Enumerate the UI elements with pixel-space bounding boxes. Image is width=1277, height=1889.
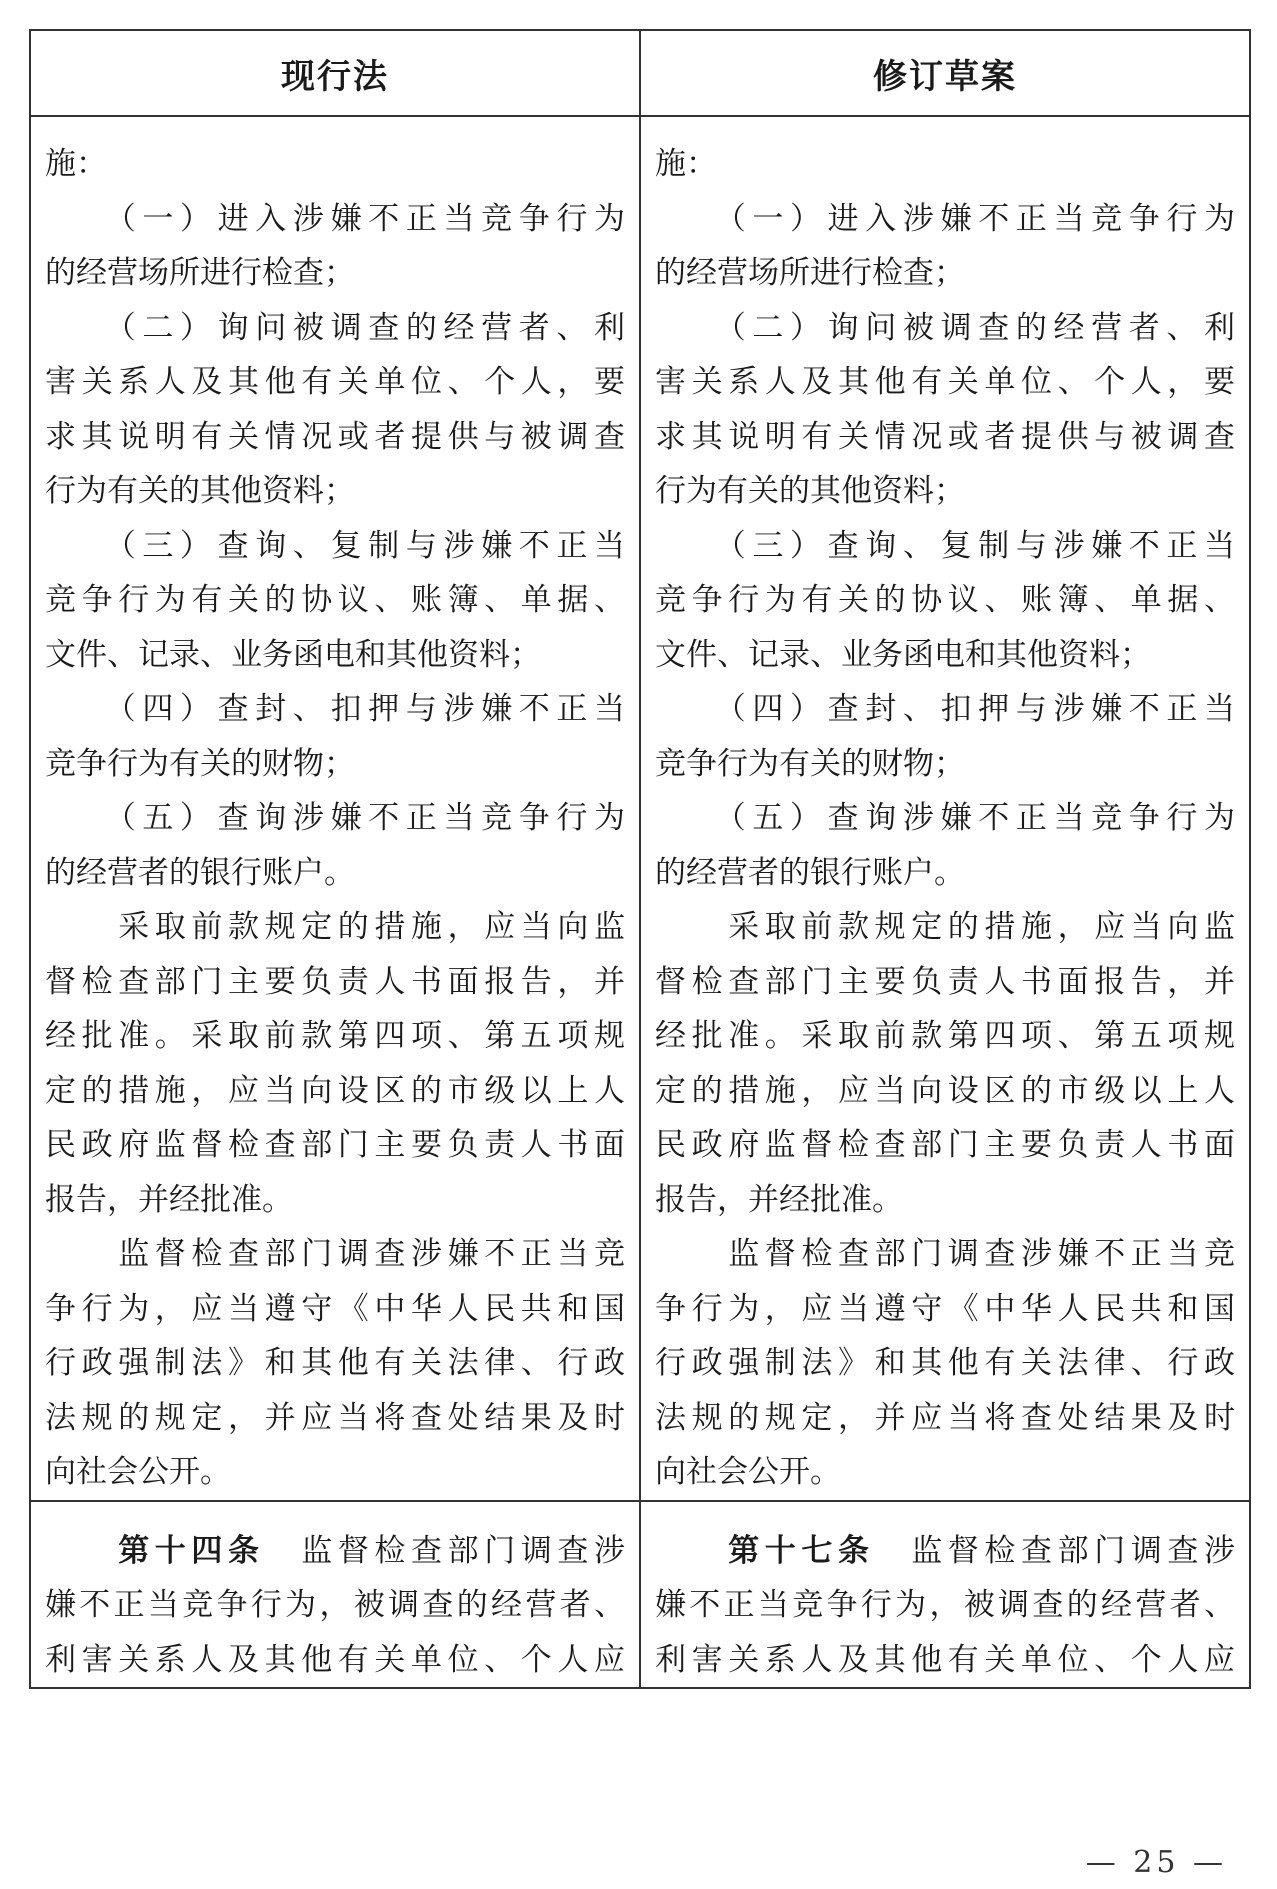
text-line: 求其说明有关情况或者提供与被调查 — [655, 418, 1235, 455]
text-line: 的经营者的银行账户。 — [655, 854, 965, 891]
text-line: （三）查询、复制与涉嫌不正当 — [655, 527, 1235, 564]
header-row — [30, 30, 1250, 116]
current-law-cell — [30, 116, 640, 1501]
text-line: 经批准。采取前款第四项、第五项规 — [45, 1018, 625, 1054]
article-line: 嫌不正当竞争行为，被调查的经营者、 — [45, 1587, 625, 1623]
page-number: — 25 — — [1085, 1845, 1227, 1880]
text-line: 的经营场所进行检查； — [45, 255, 355, 291]
text-line: 行政强制法》和其他有关法律、行政 — [45, 1345, 625, 1381]
text-line: 施： — [655, 146, 717, 182]
text-line: （二）询问被调查的经营者、利 — [655, 309, 1235, 346]
current-law-article-cell — [30, 1501, 640, 1689]
comparison-table — [29, 29, 1251, 1689]
revised-draft-cell — [640, 116, 1250, 1501]
article-line: 监督检查部门调查涉 — [911, 1532, 1236, 1569]
text-line: 法规的规定，并应当将查处结果及时 — [655, 1399, 1235, 1436]
text-line: 害关系人及其他有关单位、个人，要 — [655, 364, 1235, 400]
text-line: 竞争行为有关的协议、账簿、单据、 — [45, 582, 625, 618]
text-line: 定的措施，应当向设区的市级以上人 — [45, 1072, 625, 1109]
text-line: 竞争行为有关的财物； — [45, 745, 355, 782]
current-law-article-text — [31, 1502, 639, 1688]
text-line: 行为有关的其他资料； — [655, 473, 965, 509]
article-line: 监督检查部门调查涉 — [301, 1532, 626, 1569]
text-line: 监督检查部门调查涉嫌不正当竞 — [655, 1236, 1235, 1272]
text-line: （二）询问被调查的经营者、利 — [45, 309, 625, 346]
article-first-line — [655, 1524, 1235, 1579]
header-revised-draft: 修订草案 — [640, 30, 1250, 116]
article-number: 第十四条 — [118, 1532, 265, 1569]
text-line: 的经营者的银行账户。 — [45, 854, 355, 891]
text-line: （四）查封、扣押与涉嫌不正当 — [45, 691, 625, 727]
revised-draft-article-text — [641, 1502, 1249, 1688]
text-line: 监督检查部门调查涉嫌不正当竞 — [45, 1236, 625, 1272]
text-line: （四）查封、扣押与涉嫌不正当 — [655, 691, 1235, 727]
text-line: 督检查部门主要负责人书面报告，并 — [45, 963, 625, 1000]
text-line: 采取前款规定的措施，应当向监 — [45, 909, 625, 945]
text-line: 争行为，应当遵守《中华人民共和国 — [655, 1290, 1235, 1327]
revised-draft-article-cell — [640, 1501, 1250, 1689]
article-line: 利害关系人及其他有关单位、个人应 — [655, 1641, 1235, 1678]
revised-draft-text — [641, 117, 1249, 1500]
text-line: 文件、记录、业务函电和其他资料； — [655, 636, 1151, 673]
text-line: （一）进入涉嫌不正当竞争行为 — [45, 200, 625, 237]
text-line: 害关系人及其他有关单位、个人，要 — [45, 364, 625, 400]
text-line: 竞争行为有关的协议、账簿、单据、 — [655, 582, 1235, 618]
text-line: 求其说明有关情况或者提供与被调查 — [45, 418, 625, 455]
text-line: 经批准。采取前款第四项、第五项规 — [655, 1018, 1235, 1054]
text-line: 行政强制法》和其他有关法律、行政 — [655, 1345, 1235, 1381]
text-line: 的经营场所进行检查； — [655, 255, 965, 291]
text-line: 向社会公开。 — [45, 1454, 231, 1490]
text-line: 竞争行为有关的财物； — [655, 745, 965, 782]
text-line: 行为有关的其他资料； — [45, 473, 355, 509]
article-first-line — [45, 1524, 625, 1579]
text-line: 文件、记录、业务函电和其他资料； — [45, 636, 541, 673]
text-line: 民政府监督检查部门主要负责人书面 — [655, 1127, 1235, 1163]
text-line: 争行为，应当遵守《中华人民共和国 — [45, 1290, 625, 1327]
text-line: 民政府监督检查部门主要负责人书面 — [45, 1127, 625, 1163]
article-row — [30, 1501, 1250, 1689]
text-line: （三）查询、复制与涉嫌不正当 — [45, 527, 625, 564]
text-line: 向社会公开。 — [655, 1454, 841, 1490]
text-line: （五）查询涉嫌不正当竞争行为 — [45, 800, 625, 836]
text-line: （五）查询涉嫌不正当竞争行为 — [655, 800, 1235, 836]
article-line: 嫌不正当竞争行为，被调查的经营者、 — [655, 1587, 1235, 1623]
text-line: 法规的规定，并应当将查处结果及时 — [45, 1399, 625, 1436]
current-law-text — [31, 117, 639, 1500]
text-line: 采取前款规定的措施，应当向监 — [655, 909, 1235, 945]
text-line: 督检查部门主要负责人书面报告，并 — [655, 963, 1235, 1000]
text-line: 报告，并经批准。 — [45, 1181, 293, 1218]
header-current-law: 现行法 — [30, 30, 640, 116]
text-line: （一）进入涉嫌不正当竞争行为 — [655, 200, 1235, 237]
article-number: 第十七条 — [728, 1532, 875, 1569]
text-line: 施： — [45, 146, 107, 182]
body-row — [30, 116, 1250, 1501]
article-line: 利害关系人及其他有关单位、个人应 — [45, 1641, 625, 1678]
text-line: 报告，并经批准。 — [655, 1181, 903, 1218]
text-line: 定的措施，应当向设区的市级以上人 — [655, 1072, 1235, 1109]
